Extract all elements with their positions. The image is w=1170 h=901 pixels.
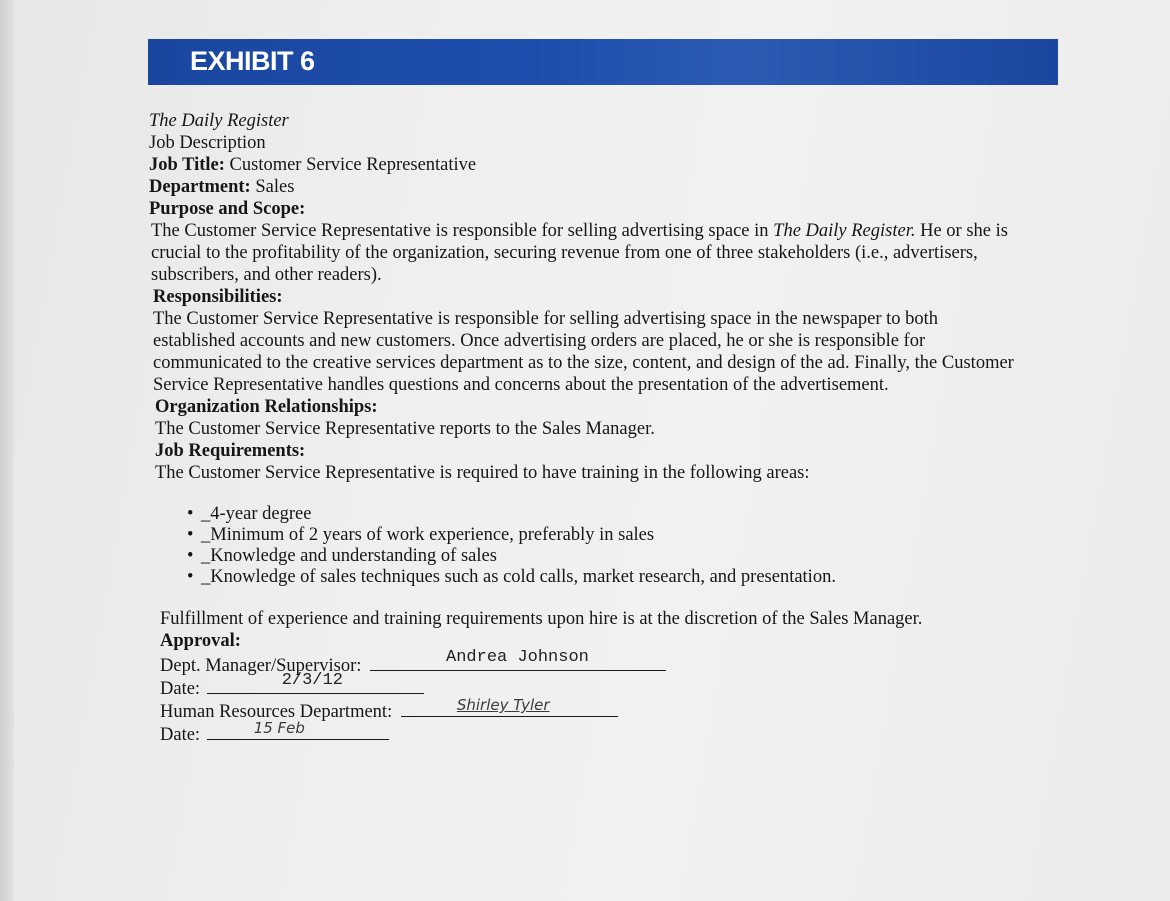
manager-name: Andrea Johnson bbox=[446, 648, 589, 667]
department-value: Sales bbox=[250, 177, 295, 197]
job-title-label: Job Title: bbox=[149, 155, 225, 175]
requirements-list bbox=[187, 504, 1059, 588]
approval-heading: Approval: bbox=[160, 631, 241, 651]
responsibilities-line: communicated to the creative services department as to the size, content, and design of the ad. Finally, the Customer bbox=[153, 353, 1014, 373]
responsibilities-line: established accounts and new customers. Once advertising orders are placed, he or she is responsible for bbox=[153, 331, 926, 351]
date2-line bbox=[207, 721, 389, 740]
department-label: Department: bbox=[149, 177, 251, 197]
publication-name: The Daily Register bbox=[149, 111, 289, 131]
purpose-line-2: crucial to the profitability of the organization, securing revenue from one of three stakeholders (i.e., advertisers, bbox=[151, 243, 978, 263]
date1-value: 2/3/12 bbox=[281, 671, 343, 690]
list-item: • _Knowledge of sales techniques such as cold calls, market research, and presentation. bbox=[187, 567, 1059, 588]
department-line bbox=[149, 176, 1059, 198]
job-description-document bbox=[149, 110, 1059, 744]
purpose-heading: Purpose and Scope: bbox=[149, 199, 306, 219]
date1-label: Date: bbox=[160, 679, 201, 699]
responsibilities-line: Service Representative handles questions and concerns about the presentation of the advertisement. bbox=[153, 375, 889, 395]
approval-section bbox=[160, 630, 1059, 744]
list-item: • _Minimum of 2 years of work experience, preferably in sales bbox=[187, 525, 1059, 546]
responsibilities-heading: Responsibilities: bbox=[153, 287, 283, 307]
page-edge bbox=[0, 0, 14, 901]
responsibilities-text bbox=[153, 308, 1059, 396]
purpose-line-1-end: He or she is bbox=[915, 221, 1008, 241]
list-item: • _4-year degree bbox=[187, 504, 1059, 525]
job-title-line bbox=[149, 154, 1059, 176]
manager-signature-line bbox=[370, 648, 666, 671]
purpose-text bbox=[151, 220, 1059, 286]
hr-label: Human Resources Department: bbox=[160, 702, 393, 722]
exhibit-banner bbox=[148, 39, 1058, 85]
requirements-heading: Job Requirements: bbox=[155, 441, 306, 461]
purpose-line-3: subscribers, and other readers). bbox=[151, 265, 382, 285]
exhibit-title: EXHIBIT 6 bbox=[190, 46, 315, 76]
manager-label: Dept. Manager/Supervisor: bbox=[160, 656, 362, 676]
job-title-value: Customer Service Representative bbox=[224, 155, 477, 175]
date2-row bbox=[160, 721, 1059, 744]
organization-text: The Customer Service Representative reports to the Sales Manager. bbox=[155, 419, 655, 439]
document-type: Job Description bbox=[149, 133, 266, 153]
fulfillment-text: Fulfillment of experience and training requirements upon hire is at the discretion of the Sales Manager. bbox=[160, 609, 923, 629]
requirements-text: The Customer Service Representative is required to have training in the following areas: bbox=[155, 463, 810, 483]
hr-signature: Shirley Tyler bbox=[456, 696, 550, 714]
responsibilities-line: The Customer Service Representative is responsible for selling advertising space in the newspaper to both bbox=[153, 309, 939, 329]
purpose-line-1: The Customer Service Representative is responsible for selling advertising space in bbox=[151, 221, 774, 241]
date2-value: 15 Feb bbox=[253, 719, 305, 737]
organization-heading: Organization Relationships: bbox=[155, 397, 378, 417]
date2-label: Date: bbox=[160, 725, 201, 745]
purpose-publication: The Daily Register. bbox=[773, 221, 916, 241]
date1-row bbox=[160, 671, 1059, 699]
date1-line bbox=[207, 671, 424, 694]
hr-signature-line bbox=[401, 698, 618, 717]
list-item: • _Knowledge and understanding of sales bbox=[187, 546, 1059, 567]
